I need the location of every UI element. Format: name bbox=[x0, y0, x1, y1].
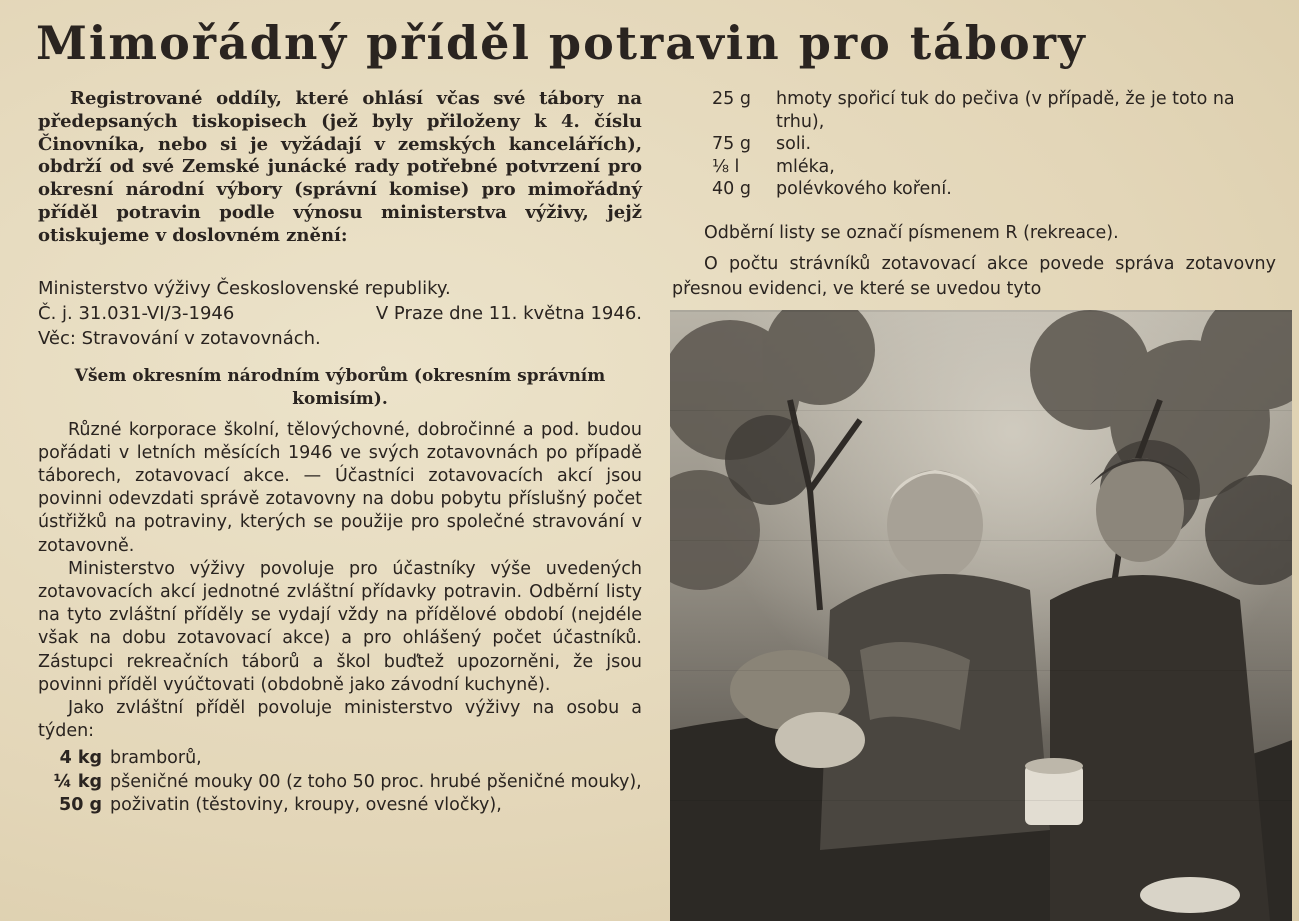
body-paragraph: Různé korporace školní, tělovýchovné, dobročinné a pod. budou pořádati v letních měsících 1946 ve svých zotavovnách po případě táborech, zotavovací akce. — Účastníci zotavovacích akcí jsou povinni odevzdati správě zotavovny na dobu pobytu příslušný počet ústřižků na potraviny, kterých se použije pro společné stravování v zotavovně. bbox=[38, 419, 642, 556]
list-item-amount: 50 g bbox=[59, 794, 102, 815]
body-paragraph: Odběrní listy se označí písmenem R (rekreace). bbox=[704, 222, 1119, 243]
memo-date: V Praze dne 11. května 1946. bbox=[375, 302, 642, 324]
list-item bbox=[712, 178, 1276, 201]
list-item-text: hmoty spořicí tuk do pečiva (v případě, že je toto na trhu), bbox=[776, 89, 1235, 132]
body-paragraph: O počtu strávníků zotavovací akce povede správa zotavovny přesnou evidenci, ve které se uvedou tyto bbox=[672, 253, 1276, 299]
list-item bbox=[712, 88, 1276, 133]
reference-number: Č. j. 31.031-VI/3-1946 bbox=[38, 302, 235, 324]
list-item bbox=[712, 133, 1276, 156]
list-item bbox=[38, 747, 642, 770]
body-paragraph: Ministerstvo výživy povoluje pro účastníky výše uvedených zotavovacích akcí jednotné zvláštní přídavky potravin. Odběrní listy na tyto zvláštní příděly se vydají vždy na přídělové období (nejdéle však na dobu zotavovací akce) a pro ohlášený počet účastníků. Zástupci rekreačních táborů a škol buďtež upozorněni, že jsou povinni příděl vyúčtovati (obdobně jako závodní kuchyně). bbox=[38, 558, 642, 695]
memo-subject: Věc: Stravování v zotavovnách. bbox=[38, 327, 321, 349]
list-item-amount: 75 g bbox=[712, 134, 751, 154]
camp-photo bbox=[670, 310, 1292, 921]
list-item bbox=[38, 794, 642, 817]
list-item bbox=[38, 771, 642, 794]
list-item-text: soli. bbox=[776, 134, 812, 154]
list-item-text: mléka, bbox=[776, 156, 835, 177]
memo-header bbox=[38, 276, 642, 351]
address-heading: Všem okresním národním výborům (okresním správním komisím). bbox=[74, 365, 606, 409]
intro-paragraph: Registrované oddíly, které ohlásí včas své tábory na předepsaných tiskopisech (jež byly přiloženy k 4. číslu Činovníka, nebo si je vyžádají v zemských kancelářích), obdrží od své Zemské junácké rady potřebné potvrzení pro okresní národní výbory (správní komise) pro mimořádný příděl potravin podle výnosu ministerstva výživy, jejž otiskujeme v doslovném znění: bbox=[38, 88, 642, 246]
left-column bbox=[38, 88, 642, 817]
memo-ref-row bbox=[38, 301, 642, 326]
list-item-text: bramborů, bbox=[110, 748, 202, 769]
list-item-amount: ¼ kg bbox=[53, 771, 102, 792]
list-item-amount: ⅛ l bbox=[712, 156, 740, 177]
list-item-amount: 40 g bbox=[712, 179, 751, 199]
ministry-line: Ministerstvo výživy Československé republiky. bbox=[38, 277, 451, 299]
headline: Mimořádný příděl potravin pro tábory bbox=[36, 16, 1087, 70]
ration-list bbox=[38, 747, 642, 817]
list-item-amount: 25 g bbox=[712, 89, 751, 109]
list-item-text: poživatin (těstoviny, kroupy, ovesné vločky), bbox=[110, 794, 502, 815]
ration-list-continued bbox=[672, 88, 1276, 201]
right-column bbox=[672, 88, 1276, 302]
list-item bbox=[712, 156, 1276, 179]
camp-photo-image bbox=[670, 310, 1292, 921]
list-item-text: polévkového koření. bbox=[776, 179, 952, 199]
list-item-text: pšeničné mouky 00 (z toho 50 proc. hrubé pšeničné mouky), bbox=[110, 771, 642, 792]
body-paragraph: Jako zvláštní příděl povoluje ministerstvo výživy na osobu a týden: bbox=[38, 698, 642, 742]
list-item-amount: 4 kg bbox=[59, 748, 102, 769]
